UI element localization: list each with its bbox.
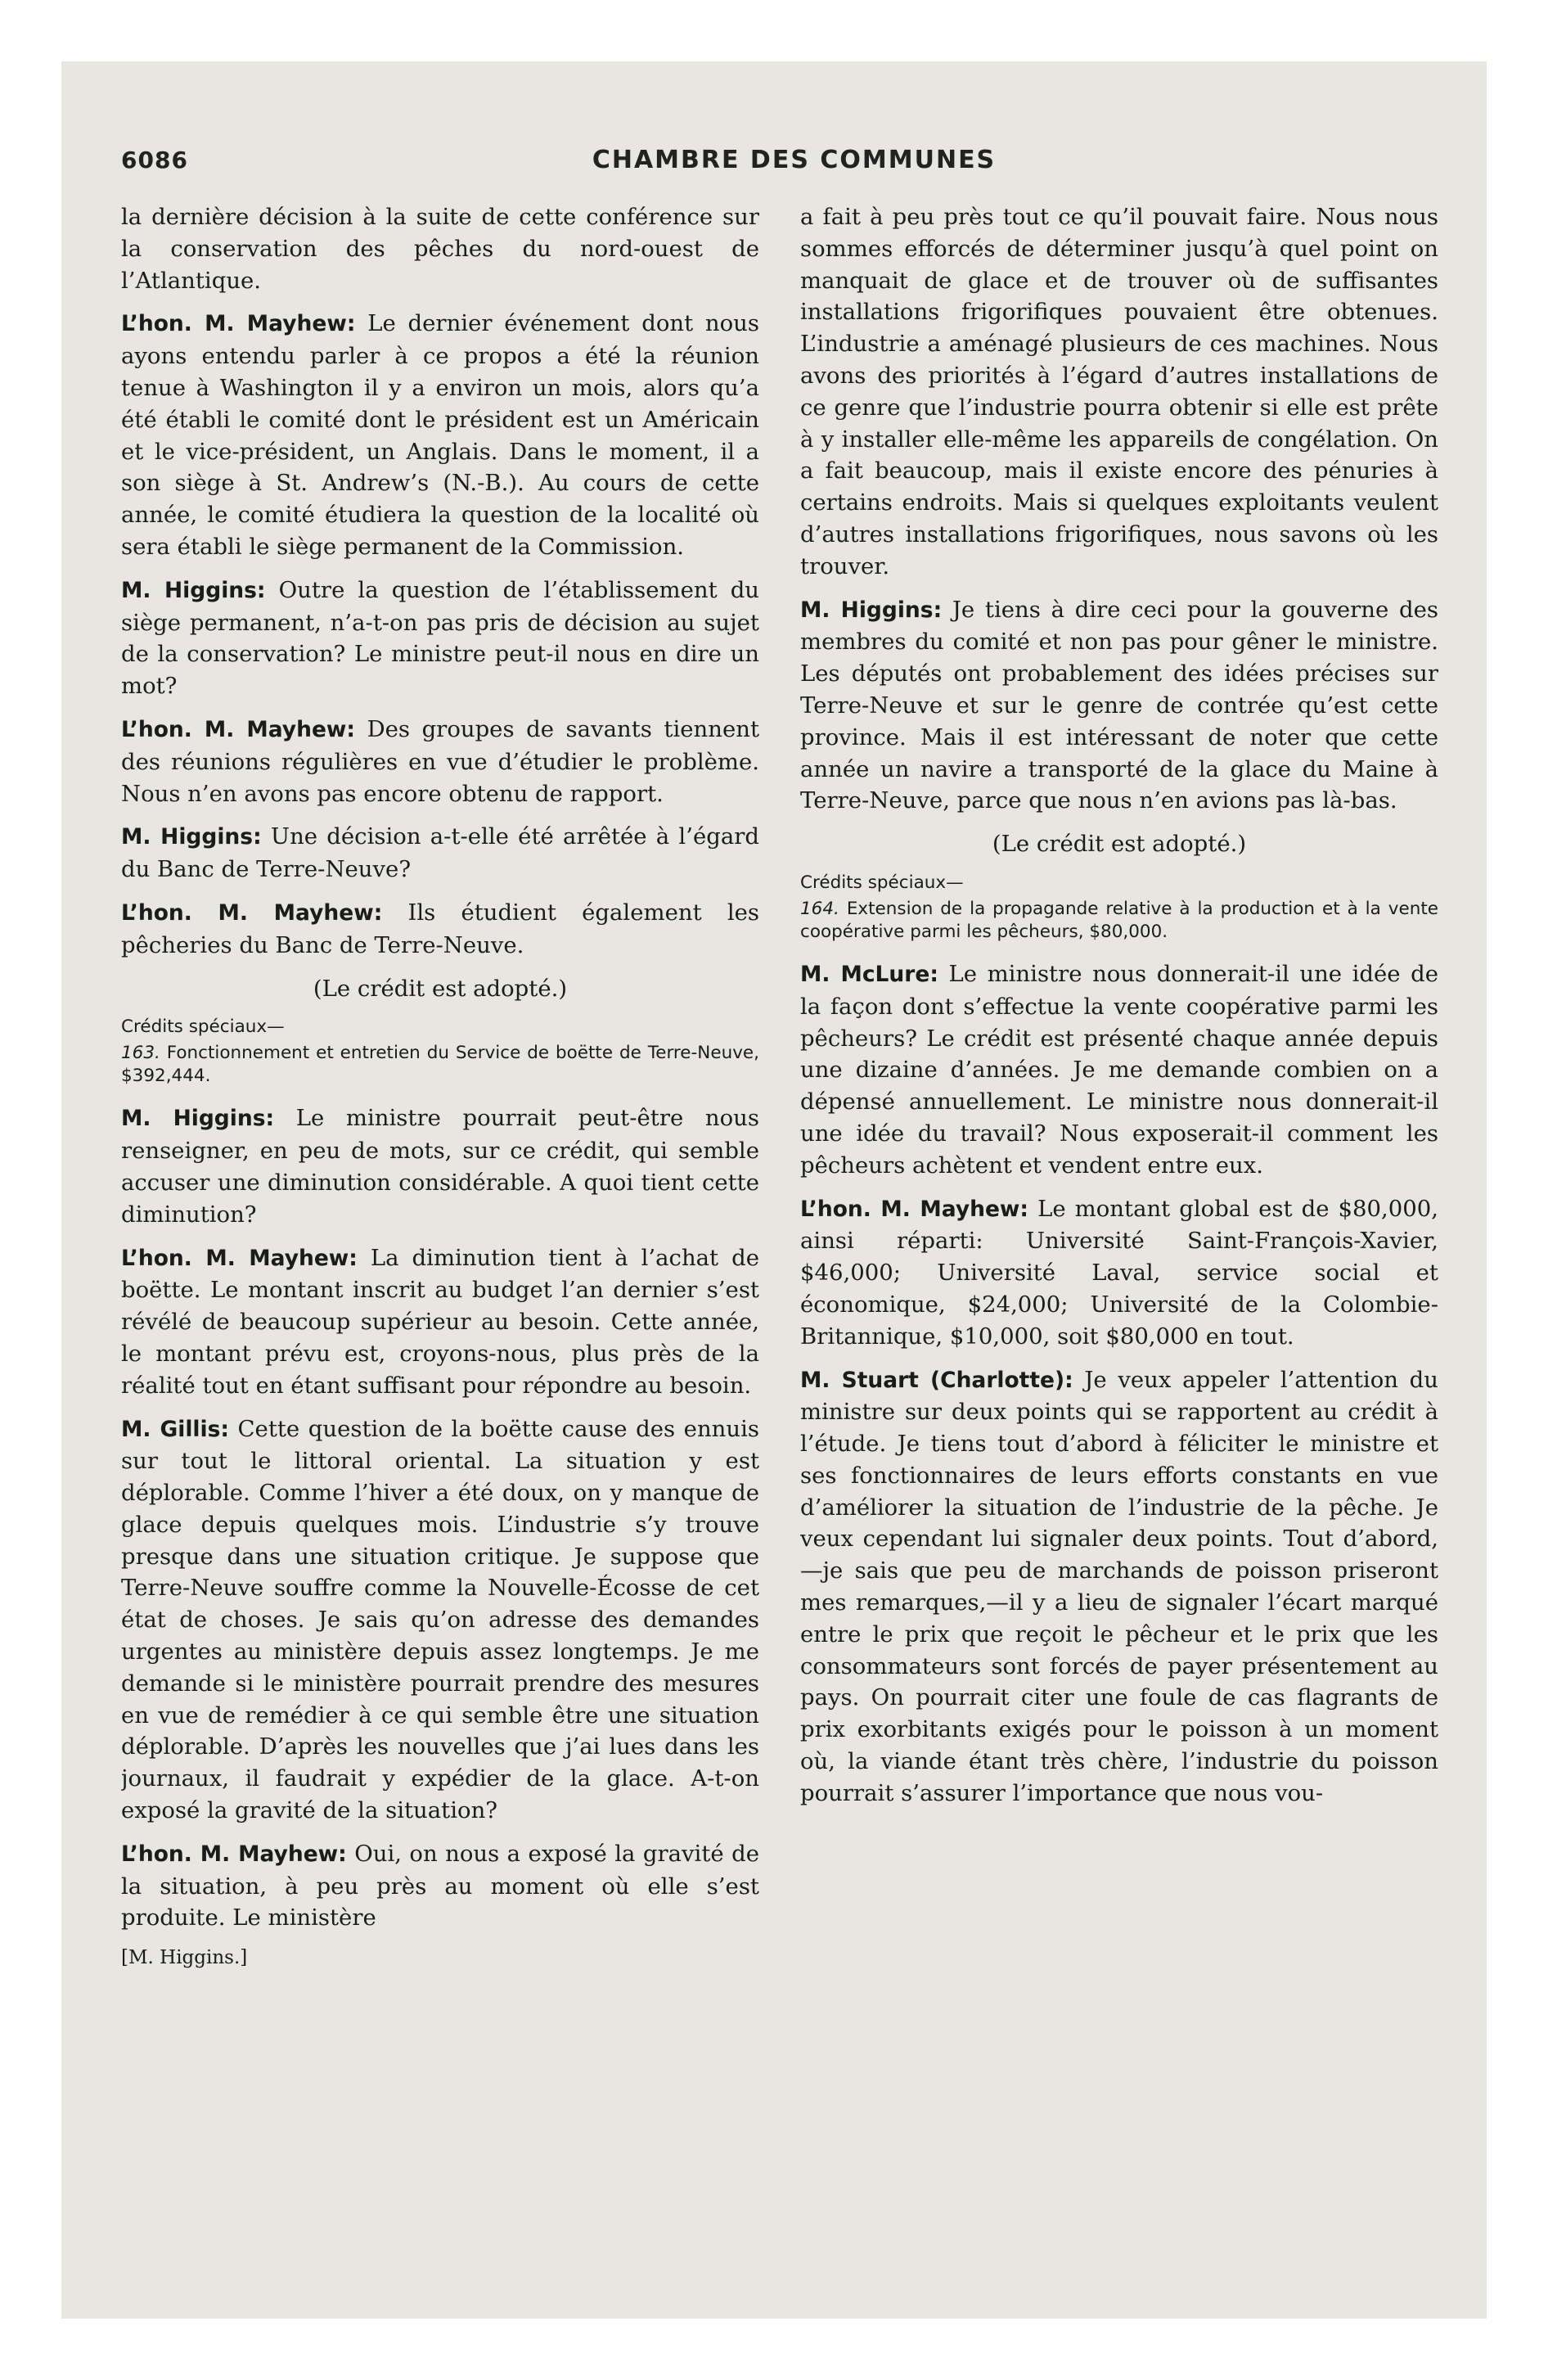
speech-text: Le montant global est de $80,000, ainsi réparti: Université Saint-François-Xavier, $46,000; Université Laval, service social et économique, $24,000; Université de la Colombie-Britannique, $10,000, soit $80,000 en tout. <box>800 1195 1438 1350</box>
credit-item-number: 163. <box>121 1043 160 1064</box>
speech-text: Outre la question de l’établissement du siège permanent, n’a-t-on pas pris de décision au sujet de la conservation? Le ministre peut-il nous en dire un mot? <box>121 576 759 700</box>
credit-adopted-note: (Le crédit est adopté.) <box>992 831 1247 858</box>
speech-text: Je veux appeler l’attention du ministre sur deux points qui se rapportent au crédit à l’étude. Je tiens tout d’abord à féliciter le ministre et ses fonctionnaires de leurs efforts constants en vue d’améliorer la situation de l’industrie de la pêche. Je veux cependant lui signaler deux points. Tout d’abord,—je sais que peu de marchands de poisson priseront mes remarques,—il y a lieu de signaler l’écart marqué entre le prix que reçoit le pêcheur et le prix que les consommateurs sont forcés de payer présentement au pays. On pourrait citer une foule de cas flagrants de prix exorbitants exigés pour le poisson à un moment où, la viande étant très chère, l’industrie du poisson pourrait s’assurer l’importance que nous vou- <box>800 1366 1438 1806</box>
speech <box>800 1193 1438 1353</box>
credit-item-text: Extension de la propagande relative à la production et à la vente coopérative parmi les pêcheurs, $80,000. <box>800 898 1438 942</box>
speaker-name: M. McLure: <box>800 961 938 987</box>
speech-text: Le dernier événement dont nous ayons entendu parler à ce propos a été la réunion tenue à Washington il y a environ un mois, alors qu’a été établi le comité dont le président est un Américain et le vice-président, un Anglais. Dans le moment, il a son siège à St. Andrew’s (N.-B.). Au cours de cette année, le comité étudiera la question de la localité où sera établi le siège permanent de la Commission. <box>121 310 759 560</box>
speaker-name: L’hon. M. Mayhew: <box>121 716 356 742</box>
speaker-name: L’hon. M. Mayhew: <box>800 1196 1029 1222</box>
speech <box>121 1242 759 1402</box>
speech <box>800 594 1438 818</box>
speech-text: Le ministre nous donnerait-il une idée de la façon dont s’effectue la vente coopérative parmi les pêcheurs? Le crédit est présenté chaque année depuis une dizaine d’années. Je me demande combien on a dépensé annuellement. Le ministre nous donnerait-il une idée du travail? Nous exposerait-il comment les pêcheurs achètent et vendent entre eux. <box>800 960 1438 1179</box>
speech <box>121 821 759 886</box>
page-number: 6086 <box>121 146 188 174</box>
paragraph: la dernière décision à la suite de cette conférence sur la conservation des pêches du nord-ouest de l’Atlantique. <box>121 204 759 294</box>
speaker-name: L’hon. M. Mayhew: <box>121 1245 358 1271</box>
speech-text: Des groupes de savants tiennent des réunions régulières en vue d’étudier le problème. Nous n’en avons pas encore obtenu de rapport. <box>121 715 759 807</box>
speech <box>121 714 759 809</box>
footer-speaker-note: [M. Higgins.] <box>121 1947 248 1969</box>
speech-text: Je tiens à dire ceci pour la gouverne des membres du comité et non pas pour gêner le ministre. Les députés ont probablement des idées précises sur Terre-Neuve et sur le genre de contrée qu’est cette province. Mais il est intéressant de noter que cette année un navire a transporté de la glace du Maine à Terre-Neuve, parce que nous n’en avions pas là-bas. <box>800 596 1438 814</box>
speech-text: Ils étudient également les pêcheries du Banc de Terre-Neuve. <box>121 899 759 958</box>
speech <box>121 1838 759 1934</box>
speaker-name: M. Higgins: <box>121 824 262 850</box>
speech <box>800 1364 1438 1810</box>
speech-text: Oui, on nous a exposé la gravité de la situation, à peu près au moment où elle s’est produite. Le ministère <box>121 1840 759 1931</box>
credit-item <box>800 898 1438 944</box>
paragraph: a fait à peu près tout ce qu’il pouvait faire. Nous nous sommes efforcés de déterminer jusqu’à quel point on manquait de glace et de trouver où de suffisantes installations frigorifiques pouvaient être obtenues. L’industrie a aménagé plusieurs de ces machines. Nous avons des priorités à l’égard d’autres installations de ce genre que l’industrie pourra obtenir si elle est prête à y installer elle-même les appareils de congélation. On a fait beaucoup, mais il existe encore des pénuries à certains endroits. Mais si quelques exploitants veulent d’autres installations frigorifiques, nous savons où les trouver. <box>800 204 1438 579</box>
speech <box>121 308 759 562</box>
credit-adopted-note: (Le crédit est adopté.) <box>313 975 568 1002</box>
credit-item-number: 164. <box>800 898 839 919</box>
speech <box>121 575 759 702</box>
speaker-name: L’hon. M. Mayhew: <box>121 311 356 337</box>
speech-text: La diminution tient à l’achat de boëtte. Le montant inscrit au budget l’an dernier s’est révélé de beaucoup supérieur au besoin. Cette année, le montant prévu est, croyons-nous, plus près de la réalité tout en étant suffisant pour répondre au besoin. <box>121 1244 759 1399</box>
speaker-name: M. Higgins: <box>121 1106 275 1132</box>
speech <box>121 1413 759 1827</box>
credits-heading: Crédits spéciaux— <box>800 872 964 893</box>
credits-heading: Crédits spéciaux— <box>121 1016 285 1038</box>
speaker-name: M. Higgins: <box>121 577 266 603</box>
speaker-name: M. Higgins: <box>800 597 943 623</box>
credit-item-text: Fonctionnement et entretien du Service de boëtte de Terre-Neuve, $392,444. <box>121 1043 759 1087</box>
speaker-name: M. Gillis: <box>121 1416 229 1442</box>
speech <box>800 958 1438 1182</box>
running-head: CHAMBRE DES COMMUNES <box>592 145 997 174</box>
speech <box>121 897 759 962</box>
credit-item <box>121 1042 759 1088</box>
right-column <box>800 201 1438 2231</box>
speaker-name: M. Stuart (Charlotte): <box>800 1367 1073 1393</box>
speech-text: Le ministre pourrait peut-être nous renseigner, en peu de mots, sur ce crédit, qui semble accuser une diminution considérable. A quoi tient cette diminution? <box>121 1105 759 1228</box>
left-column <box>121 201 759 2231</box>
speaker-name: L’hon. M. Mayhew: <box>121 899 383 926</box>
speaker-name: L’hon. M. Mayhew: <box>121 1841 347 1867</box>
speech-text: Une décision a-t-elle été arrêtée à l’égard du Banc de Terre-Neuve? <box>121 823 759 883</box>
page-header <box>121 139 1467 180</box>
speech-text: Cette question de la boëtte cause des ennuis sur tout le littoral oriental. La situation y est déplorable. Comme l’hiver a été doux, on y manque de glace depuis quelques mois. L’industrie s’y trouve presque dans une situation critique. Je suppose que Terre-Neuve souffre comme la Nouvelle-Écosse de cet état de choses. Je sais qu’on adresse des demandes urgentes au ministère depuis assez longtemps. Je me demande si le ministère pourrait prendre des mesures en vue de remédier à ce qui semble être une situation déplorable. D’après les nouvelles que j’ai lues dans les journaux, il faudrait y expédier de la glace. A-t-on exposé la gravité de la situation? <box>121 1415 759 1824</box>
speech <box>121 1102 759 1230</box>
